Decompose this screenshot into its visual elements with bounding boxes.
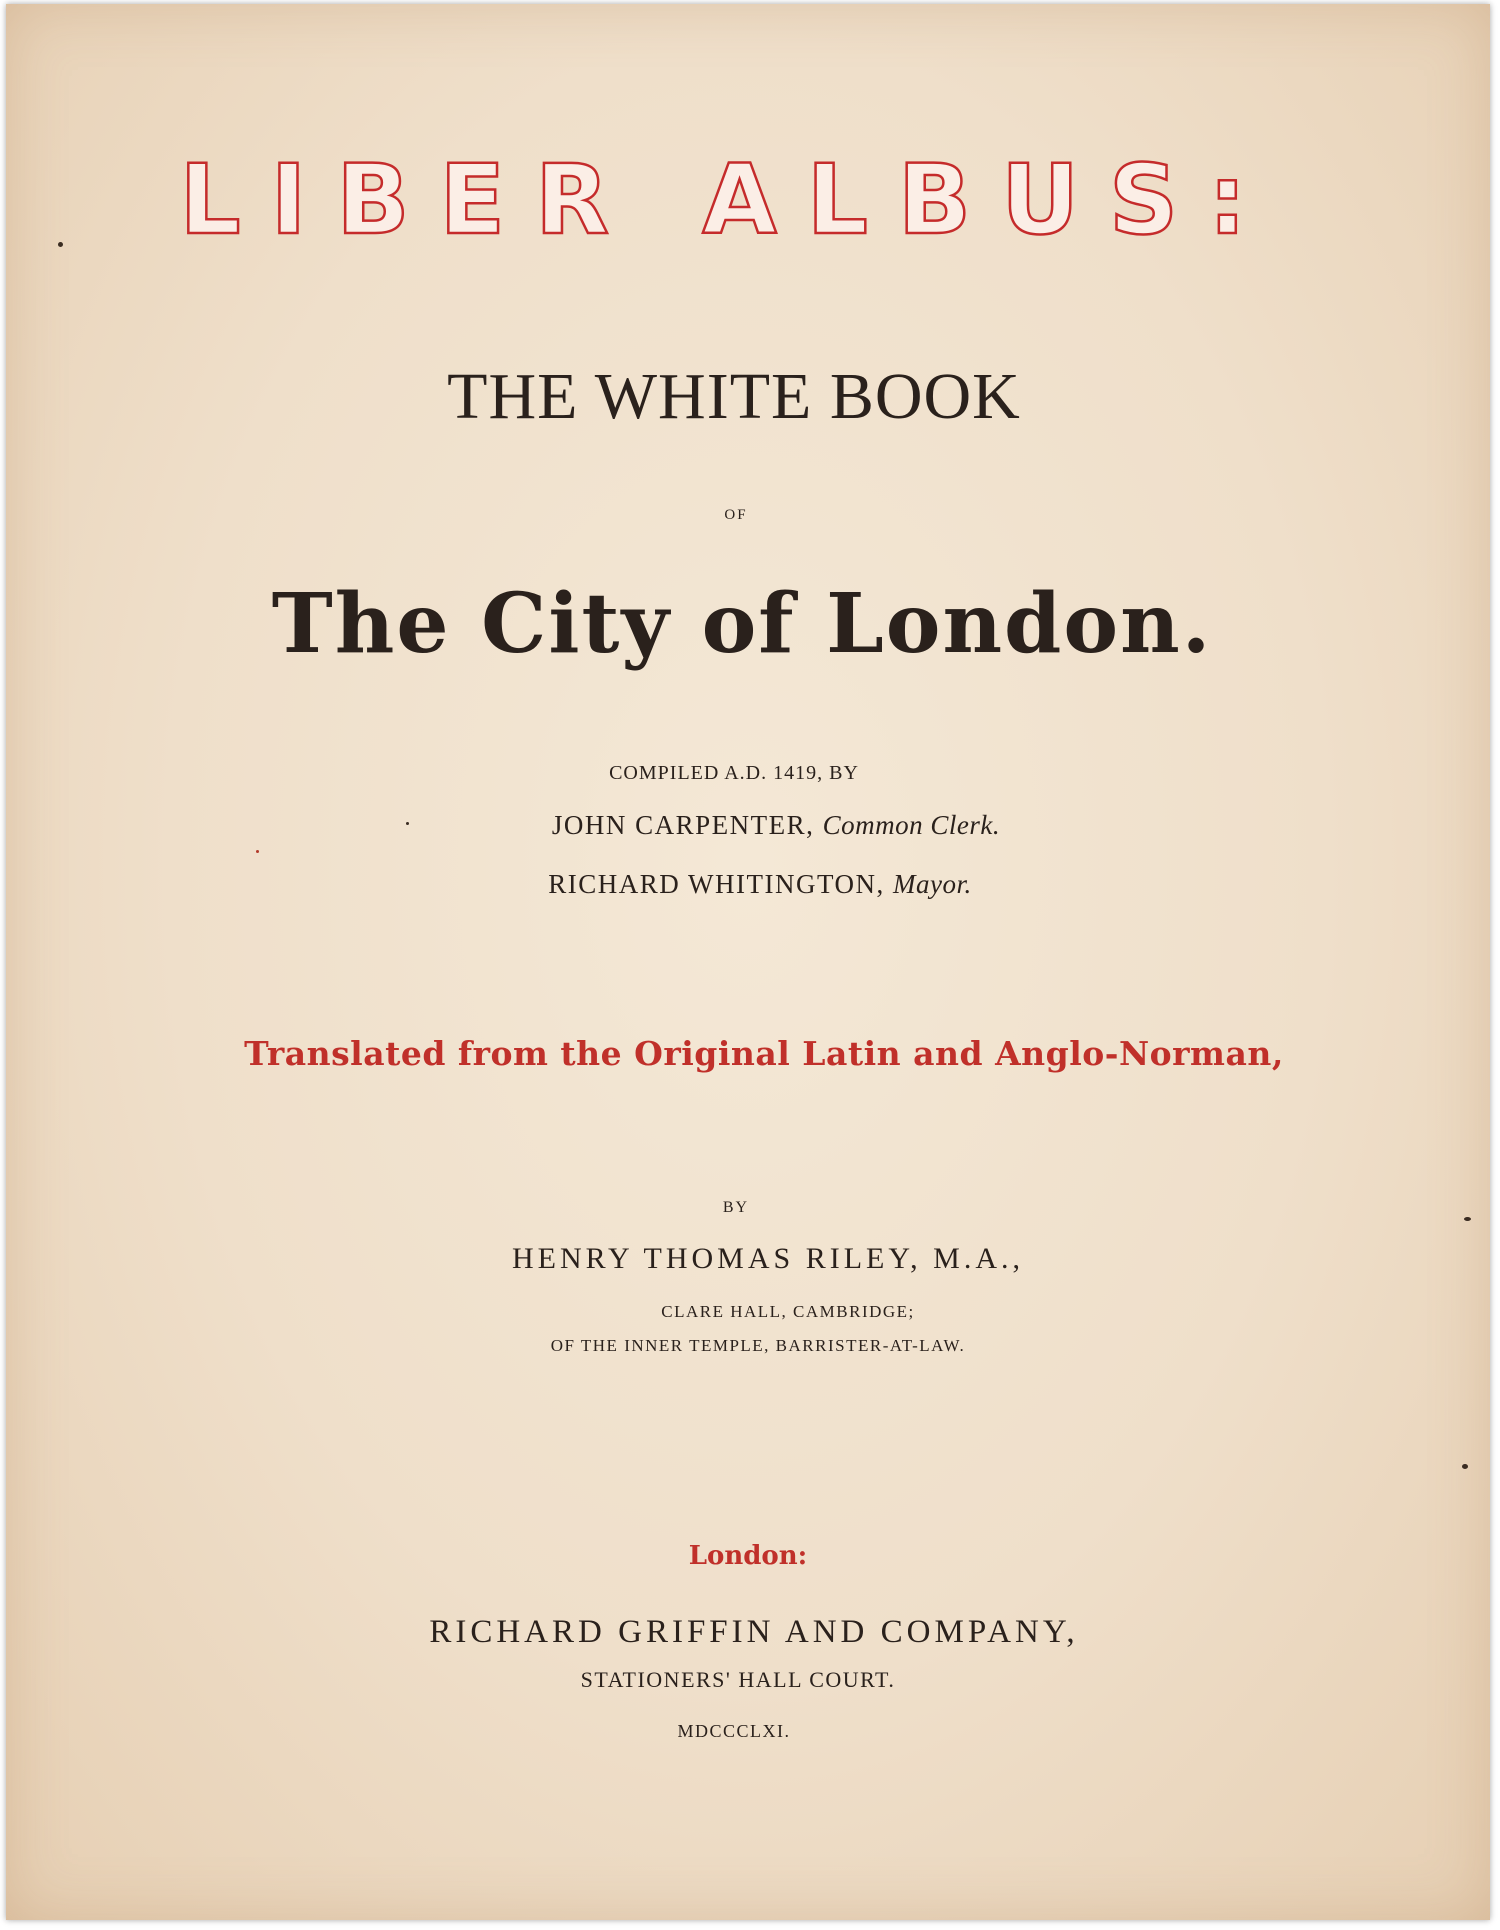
translator-name: HENRY THOMAS RILEY, M.A., [512, 1242, 1024, 1275]
city-title: The City of London. [271, 576, 1213, 672]
publisher-address: STATIONERS' HALL COURT. [580, 1667, 896, 1692]
compiled-line: COMPILED A.D. 1419, BY [609, 762, 859, 784]
author-carpenter [34, 810, 1490, 841]
paper-speck [406, 822, 409, 825]
author-carpenter-role: Common Clerk. [822, 810, 1001, 840]
author-whitington [18, 869, 1490, 900]
publisher-name: RICHARD GRIFFIN AND COMPANY, [429, 1614, 1079, 1650]
imprint-year: MDCCCLXI. [677, 1721, 791, 1741]
paper-speck [58, 242, 63, 247]
by-connector: BY [722, 1199, 750, 1216]
imprint-place: London: [688, 1541, 808, 1571]
author-carpenter-name: JOHN CARPENTER, [551, 810, 815, 840]
subtitle: THE WHITE BOOK [447, 360, 1021, 433]
paper-speck [256, 850, 259, 853]
paper-speck [1464, 1217, 1471, 1221]
main-title: LIBER ALBUS: [179, 144, 1277, 256]
translator-affiliation-2: OF THE INNER TEMPLE, BARRISTER-AT-LAW. [550, 1336, 966, 1355]
translated-line: Translated from the Original Latin and Anglo-Norman, [244, 1034, 1284, 1073]
author-whitington-name: RICHARD WHITINGTON, [548, 869, 885, 899]
author-whitington-role: Mayor. [892, 869, 972, 899]
title-page [6, 4, 1490, 1920]
of-connector: OF [724, 507, 748, 523]
paper-speck [1462, 1464, 1468, 1469]
translator-affiliation-1: CLARE HALL, CAMBRIDGE; [661, 1302, 915, 1321]
